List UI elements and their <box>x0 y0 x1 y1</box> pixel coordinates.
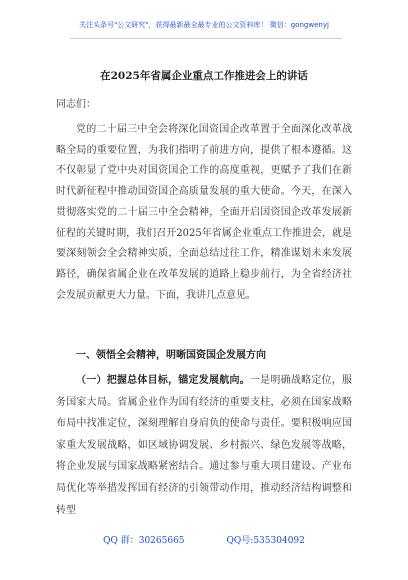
footer-qq-number: QQ号:535304092 <box>226 536 305 546</box>
subsection-text: 一是明确战略定位，服务国家大局。省属企业作为国有经济的重要支柱，必须在国家战略布局中找准定位，深刻理解自身肩负的使命与责任。要积极响应国家重大发展战略，如区域协调发展、乡村振兴、绿色发展等战略，将企业发展与国家战略紧密结合。通过参与重大项目建设、产业布局优化等举措发挥国有经济的引领带动作用，推动经济结构调整和转型 <box>56 375 353 516</box>
document-title: 在2025年省属企业重点工作推进会上的讲话 <box>100 70 308 82</box>
salutation: 同志们： <box>56 99 96 110</box>
footer-contact <box>0 533 408 546</box>
subsection-heading: （一）把握总体目标，锚定发展航向。 <box>76 375 250 386</box>
footer-qq-group: QQ 群：30265665 <box>103 536 185 546</box>
promo-banner: 关注头条号"公文研究"，获得最新最全最专业的公文资料库！ 微信：gongwenyj <box>79 21 329 29</box>
paragraph-subsection <box>56 370 352 521</box>
paragraph-intro: 党的二十届三中全会将深化国资国企改革置于全面深化改革战略全局的重要位置，为我们指明了前进方向，提供了根本遵循。这不仅彰显了党中央对国资国企工作的高度重视，更赋予了我们在新时代新征程中推动国资国企高质量发展的重大使命。今天，在深入贯彻落实党的二十届三中全会精神，全面开启国资国企改革发展新征程的关键时期，我们召开2025年省属企业重点工作推进会，就是要深刻领会全会精神实质，全面总结过往工作，精准谋划未来发展路径，确保省属企业在改革发展的道路上稳步前行，为全省经济社会发展贡献更大力量。下面，我讲几点意见。 <box>56 124 352 301</box>
section-heading: 一、领悟全会精神，明晰国资国企发展方向 <box>76 350 266 361</box>
header-divider <box>70 38 342 39</box>
